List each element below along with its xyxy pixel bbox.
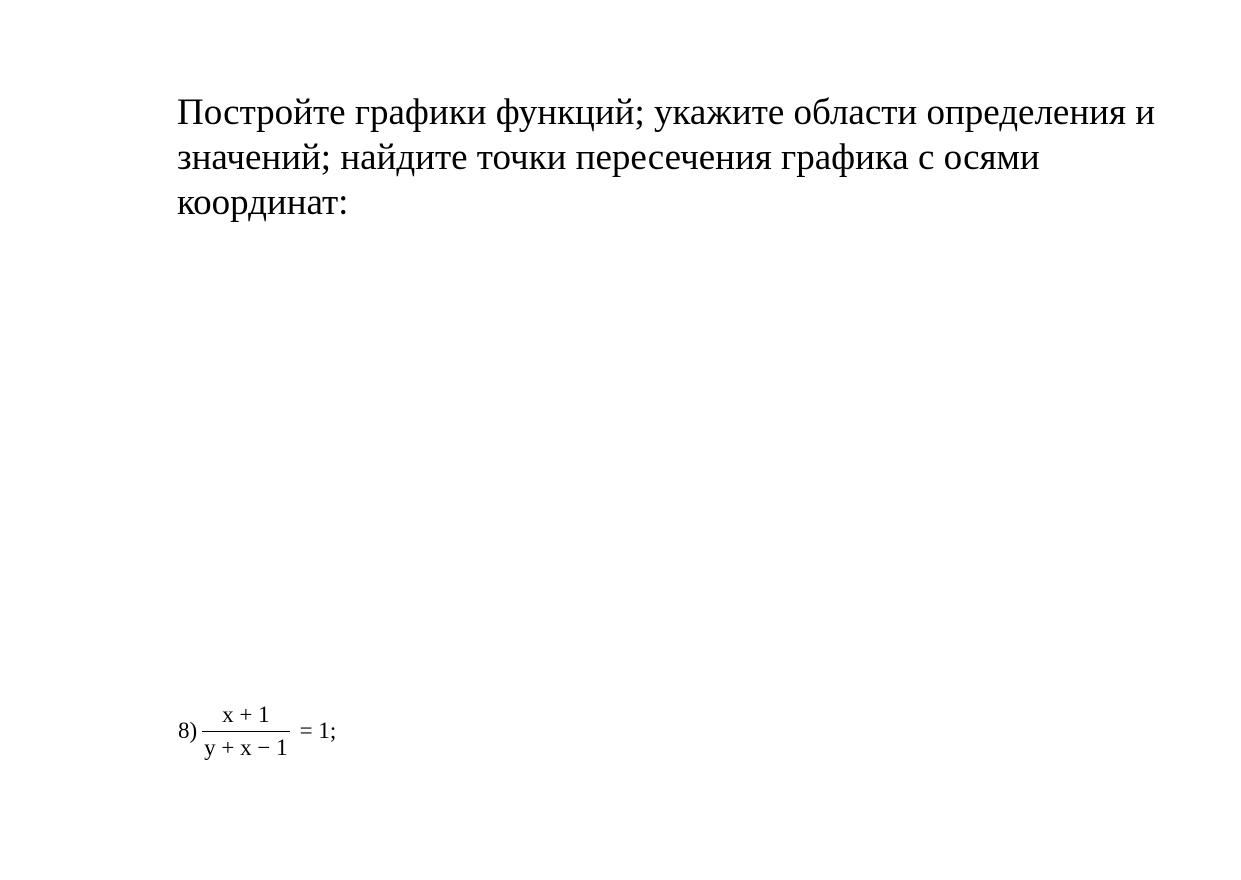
task-8-formula [178,698,336,764]
fraction-denominator: y + x − 1 [204,734,288,760]
task-8-number: 8) [178,718,198,743]
task-heading: Постройте графики функций; укажите области определения и значений; найдите точки пересечения графика с осями координат: [177,92,1156,223]
fraction-numerator: x + 1 [222,701,270,727]
task-8-fraction [200,702,291,761]
task-8-right-side: = 1; [299,718,337,743]
